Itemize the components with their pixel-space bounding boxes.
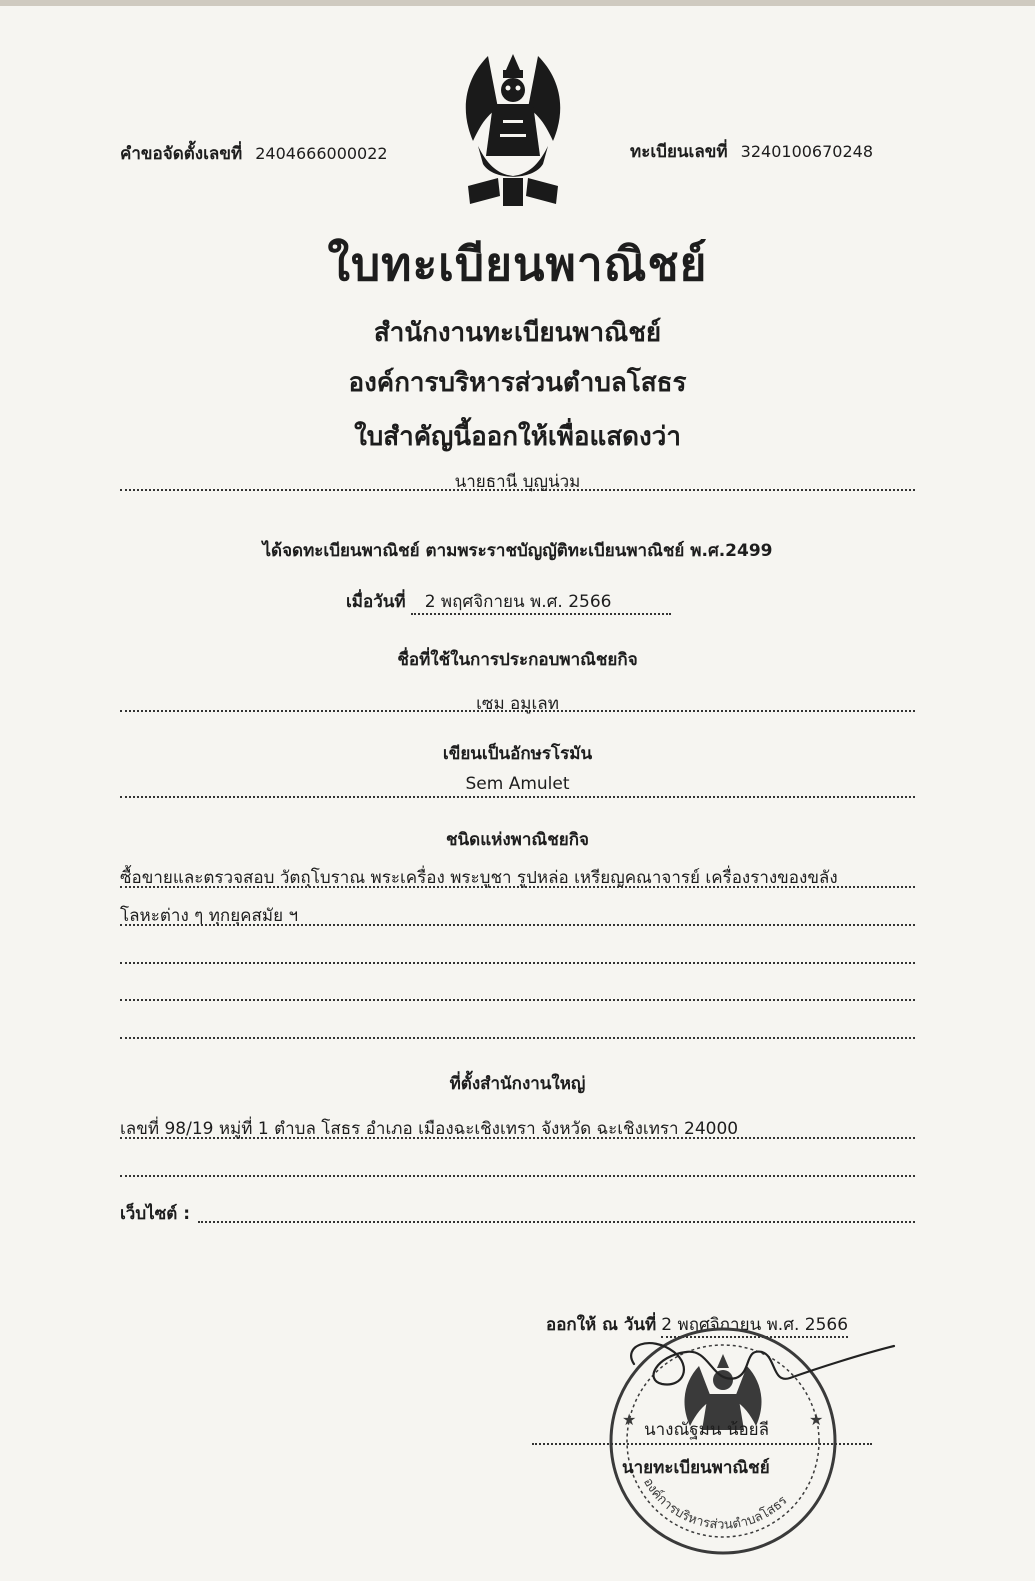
registration-number [630,138,873,165]
type-dotline-5 [120,1037,915,1039]
request-label: คำขอจัดตั้งเลขที่ [120,144,243,164]
business-type-label: ชนิดแห่งพาณิชยกิจ [446,830,589,850]
request-value: 2404666000022 [255,144,388,163]
website-label: เว็บไซต์ : [120,1204,190,1224]
seal-text: องค์การบริหารส่วนตำบลโสธร [640,1475,791,1533]
organization-name: องค์การบริหารส่วนตำบลโสธร [348,368,687,398]
signer-title: นายทะเบียนพาณิชย์ [622,1458,770,1478]
business-type-line-1: ซื้อขายและตรวจสอบ วัตถุโบราณ พระเครื่อง พระบูชา รูปหล่อ เหรียญคณาจารย์ เครื่องรางของขลัง [120,868,838,888]
registered-statement: ได้จดทะเบียนพาณิชย์ ตามพระราชบัญญัติทะเบียนพาณิชย์ พ.ศ.2499 [262,541,773,561]
registration-label: ทะเบียนเลขที่ [630,142,728,162]
issued-label: ออกให้ ณ วันที่ [546,1315,657,1335]
roman-dotline [120,796,915,798]
registration-date [346,588,671,615]
address-value: เลขที่ 98/19 หมู่ที่ 1 ตำบล โสธร อำเภอ เมืองฉะเชิงเทรา จังหวัด ฉะเชิงเทรา 24000 [120,1119,739,1139]
signature-mark [612,1312,902,1422]
business-name: เซม อมูเลท [476,694,559,714]
scan-edge [0,0,1035,6]
svg-text:องค์การบริหารส่วนตำบลโสธร [640,1475,790,1532]
type-dotline-3 [120,962,915,964]
registration-value: 3240100670248 [740,142,874,161]
business-name-label: ชื่อที่ใช้ในการประกอบพาณิชยกิจ [397,650,638,670]
page-title: ใบทะเบียนพาณิชย์ [327,237,708,291]
roman-name: Sem Amulet [465,774,570,794]
business-type-line-2: โลหะต่าง ๆ ทุกยุคสมัย ฯ [120,906,299,926]
request-number [120,140,388,167]
svg-text:★: ★ [622,1410,637,1429]
date-label: เมื่อวันที่ [346,592,406,612]
type-dotline-4 [120,999,915,1001]
owner-name: นายธานี บุญน่วม [454,472,581,492]
website-dotline [198,1221,915,1223]
address-dotline-2 [120,1175,915,1177]
signature-dotline [532,1443,872,1445]
office-name: สำนักงานทะเบียนพาณิชย์ [373,318,662,348]
signer-name: นางณัฐมน น้อยลี [644,1420,770,1440]
roman-label: เขียนเป็นอักษรโรมัน [442,744,593,764]
svg-text:★: ★ [809,1410,824,1429]
garuda-emblem-icon [448,46,578,218]
date-value: 2 พฤศจิกายน พ.ศ. 2566 [411,592,672,615]
address-label: ที่ตั้งสำนักงานใหญ่ [449,1074,586,1094]
issued-value: 2 พฤศจิกายน พ.ศ. 2566 [661,1315,848,1338]
certify-statement: ใบสำคัญนี้ออกให้เพื่อแสดงว่า [354,422,681,452]
